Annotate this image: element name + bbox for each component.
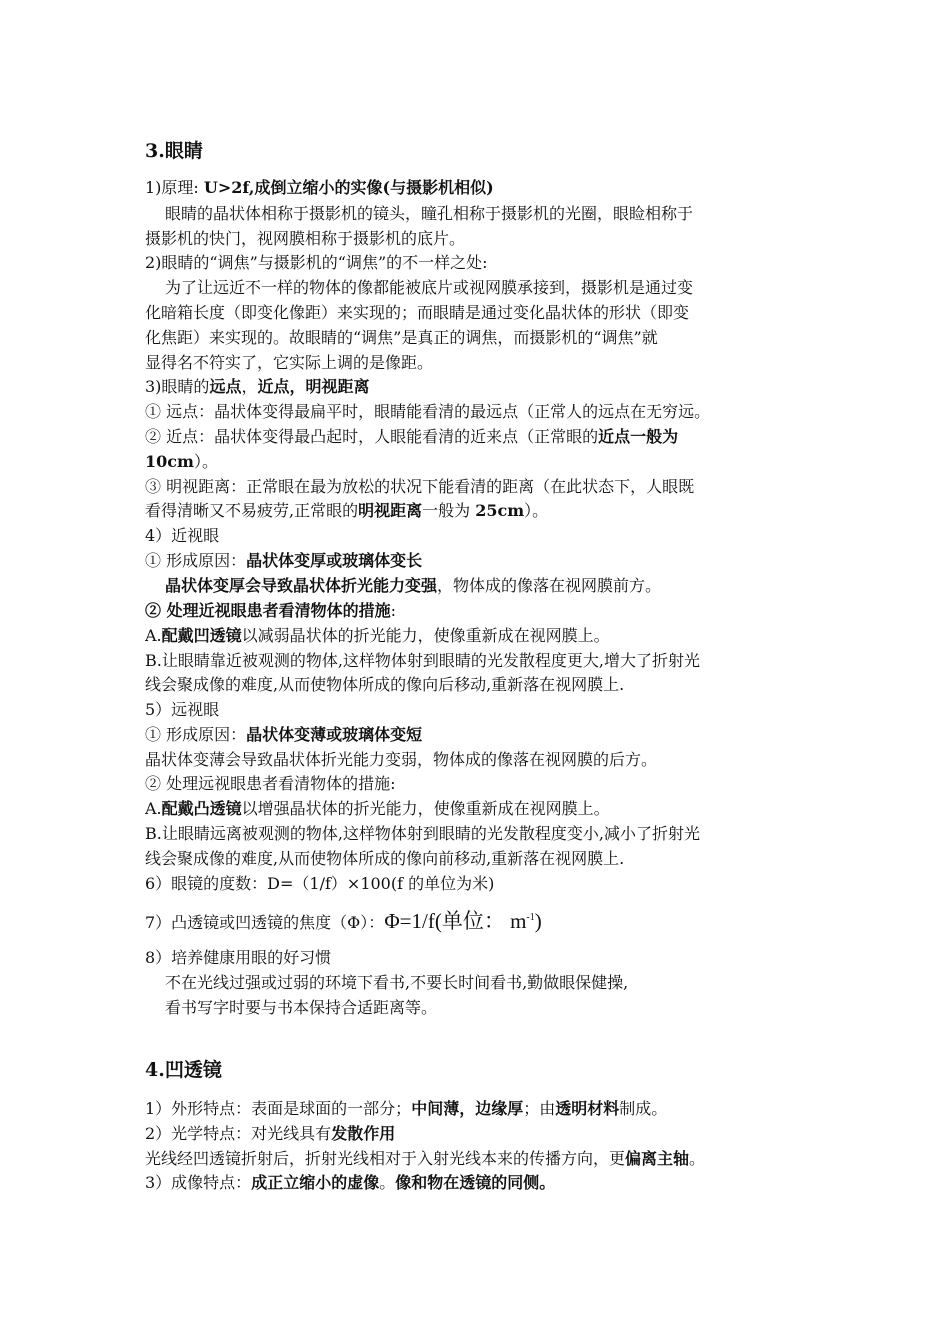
- myopia-effect-bold: 晶状体变厚会导致晶状体折光能力变强: [165, 576, 438, 595]
- hyperopia-cause-prefix: ① 形成原因：: [145, 725, 247, 744]
- focal-power-line: [145, 906, 815, 938]
- hyperopia-cause-bold: 晶状体变薄或玻璃体变短: [246, 725, 423, 744]
- hyperopia-heading: 5）远视眼: [145, 700, 220, 719]
- lens-power-line: 6）眼镜的度数：D=（1/f）×100(f 的单位为米): [145, 874, 495, 893]
- focus-heading: 2)眼睛的“调焦”与摄影机的“调焦”的不一样之处:: [145, 253, 488, 272]
- near-point-line-2: [145, 450, 815, 474]
- concave-image-b: 成正立缩小的虚像: [251, 1173, 380, 1192]
- near-point-line: [145, 425, 815, 449]
- concave-image-a: 3）成像特点：: [145, 1173, 252, 1192]
- myopia-effect: [165, 574, 835, 598]
- focus-body-4: 显得名不符实了，它实际上调的是像距。: [145, 353, 434, 372]
- focus-body-1: 为了让远近不一样的物体的像都能被底片或视网膜承接到，摄影机是通过变: [165, 278, 694, 297]
- principle-line: [145, 176, 815, 200]
- concave-optics-body-c: 。: [689, 1149, 706, 1168]
- focus-body-2: 化暗箱长度（即变化像距）来实现的；而眼睛是通过变化晶状体的形状（即变: [145, 303, 690, 322]
- concave-shape-b: 中间薄，边缘厚: [411, 1099, 524, 1118]
- hyperopia-a-tail: 以增强晶状体的折光能力，使像重新成在视网膜上。: [241, 799, 610, 818]
- myopia-measure: [145, 599, 815, 623]
- near-point-bold: 近点一般为: [598, 427, 679, 446]
- focal-power-unit-exponent: -1: [526, 912, 535, 923]
- concave-shape-d: 透明材料: [555, 1099, 620, 1118]
- myopia-cause: [145, 549, 815, 573]
- eye-habits-heading: 8）培养健康用眼的好习惯: [145, 948, 332, 967]
- concave-shape-e: 制成。: [619, 1099, 668, 1118]
- myopia-effect-tail: ，物体成的像落在视网膜前方。: [437, 576, 662, 595]
- concave-optics-a: 2）光学特点：对光线具有: [145, 1124, 332, 1143]
- concave-optics-body-b: 偏离主轴: [625, 1149, 690, 1168]
- concave-optics-line: [145, 1122, 815, 1146]
- myopia-a: [145, 624, 815, 648]
- concave-image-d: 像和物在透镜的同侧。: [395, 1173, 556, 1192]
- far-point-label: 远点: [209, 377, 242, 396]
- eye-habits-body-2: 看书写字时要与书本保持合适距离等。: [165, 998, 438, 1017]
- myopia-a-prefix: A.: [145, 626, 162, 645]
- myopia-measure-bold: ② 处理近视眼患者看清物体的措施: [145, 601, 391, 620]
- section-4-title: 4.凹透镜: [145, 1059, 222, 1081]
- concave-optics-body: [145, 1147, 815, 1171]
- hyperopia-a-bold: 配戴凸透镜: [161, 799, 242, 818]
- near-point-text: ② 近点：晶状体变得最凸起时，人眼能看清的近来点（正常眼的: [145, 427, 599, 446]
- clear-distance-line-1: ③ 明视距离：正常眼在最为放松的状况下能看清的距离（在此状态下，人眼既: [145, 477, 695, 496]
- concave-optics-b: 发散作用: [331, 1124, 396, 1143]
- hyperopia-a: [145, 797, 815, 821]
- myopia-b-2: 线会聚成像的难度,从而使物体所成的像向后移动,重新落在视网膜上.: [145, 675, 625, 694]
- myopia-cause-prefix: ① 形成原因：: [145, 551, 247, 570]
- points-sep-2: ，: [289, 377, 306, 396]
- clear-text-d: 25cm: [475, 501, 525, 520]
- myopia-measure-tail: :: [390, 601, 396, 620]
- hyperopia-cause: [145, 723, 815, 747]
- principle-body-2: 摄影机的快门，视网膜相称于摄影机的底片。: [145, 229, 466, 248]
- myopia-a-tail: 以减弱晶状体的折光能力，使像重新成在视网膜上。: [241, 626, 610, 645]
- section-3-title: 3.眼睛: [145, 140, 203, 162]
- clear-distance-line-2: [145, 499, 815, 523]
- focal-power-formula-text: Φ=1/f(单位： m: [384, 909, 527, 933]
- points-prefix: 3)眼睛的: [145, 377, 210, 396]
- near-point-label: 近点: [257, 377, 290, 396]
- concave-shape-line: [145, 1097, 815, 1121]
- focal-power-prefix: 7）凸透镜或凹透镜的焦度（Φ）：: [145, 913, 385, 932]
- near-point-tail: ）。: [193, 452, 218, 471]
- clear-text-b: 明视距离: [358, 501, 423, 520]
- principle-prefix: 1)原理:: [145, 178, 204, 197]
- points-heading: [145, 375, 815, 399]
- focal-power-close: ): [534, 909, 542, 933]
- concave-optics-body-a: 光线经凹透镜折射后，折射光线相对于入射光线本来的传播方向，更: [145, 1149, 626, 1168]
- concave-image-c: 。: [379, 1173, 396, 1192]
- clear-text-a: 看得清晰又不易疲劳,正常眼的: [145, 501, 359, 520]
- clear-text-c: 一般为: [422, 501, 476, 520]
- concave-shape-a: 1）外形特点：表面是球面的一部分；: [145, 1099, 412, 1118]
- myopia-heading: 4）近视眼: [145, 526, 220, 545]
- focus-body-3: 化焦距）来实现的。故眼睛的“调焦”是真正的调焦，而摄影机的“调焦”就: [145, 328, 658, 347]
- clear-distance-label: 明视距离: [305, 377, 370, 396]
- hyperopia-b-1: B.让眼睛远离被观测的物体,这样物体射到眼睛的光发散程度变小,减小了折射光: [145, 824, 701, 843]
- myopia-cause-bold: 晶状体变厚或玻璃体变长: [246, 551, 423, 570]
- myopia-b-1: B.让眼睛靠近被观测的物体,这样物体射到眼睛的光发散程度更大,增大了折射光: [145, 651, 701, 670]
- myopia-a-bold: 配戴凹透镜: [161, 626, 242, 645]
- focal-power-formula: [384, 909, 541, 933]
- hyperopia-measure: ② 处理远视眼患者看清物体的措施:: [145, 774, 396, 793]
- eye-habits-body-1: 不在光线过强或过弱的环境下看书,不要长时间看书,勤做眼保健操,: [165, 973, 629, 992]
- near-point-value: 10cm: [145, 452, 194, 471]
- principle-body-1: 眼睛的晶状体相称于摄影机的镜头，瞳孔相称于摄影机的光圈，眼睑相称于: [165, 204, 694, 223]
- hyperopia-effect: 晶状体变薄会导致晶状体折光能力变弱，物体成的像落在视网膜的后方。: [145, 750, 658, 769]
- far-point-line: ① 远点：晶状体变得最扁平时，眼睛能看清的最远点（正常人的远点在无穷远。: [145, 402, 711, 421]
- hyperopia-b-2: 线会聚成像的难度,从而使物体所成的像向前移动,重新落在视网膜上.: [145, 849, 625, 868]
- principle-bold: U>2f,成倒立缩小的实像(与摄影机相似): [203, 178, 494, 197]
- concave-image-line: [145, 1171, 815, 1195]
- concave-shape-c: ；由: [523, 1099, 556, 1118]
- hyperopia-a-prefix: A.: [145, 799, 162, 818]
- points-sep-1: ，: [241, 377, 258, 396]
- clear-text-e: ）。: [524, 501, 549, 520]
